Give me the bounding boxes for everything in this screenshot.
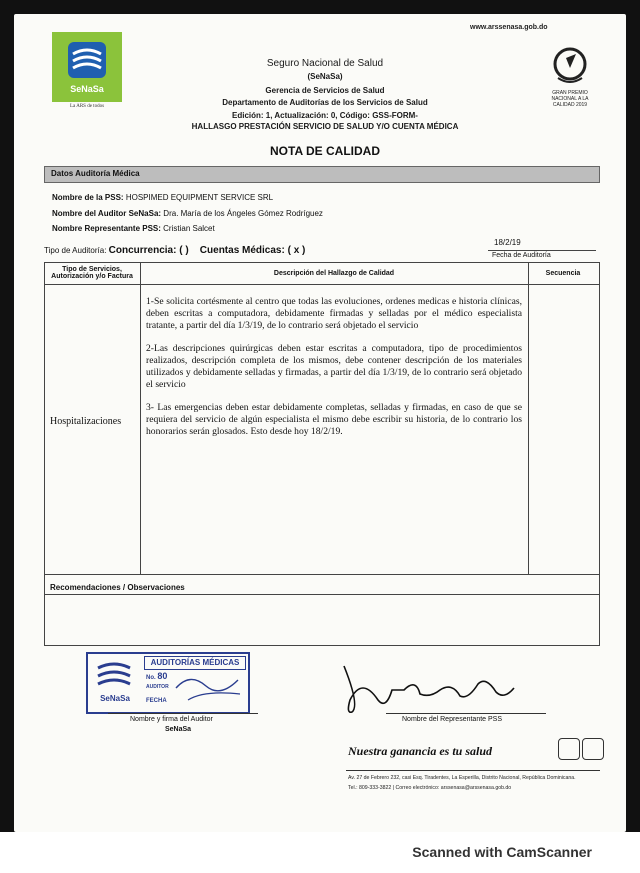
column-header-sequence: Secuencia [545,270,581,277]
wave-icon [68,42,106,78]
audit-date-label: Fecha de Auditoría [492,252,551,259]
pss-value: HOSPIMED EQUIPMENT SERVICE SRL [125,193,274,202]
footer-slogan: Nuestra ganancia es tu salud [348,744,493,758]
certification-seal-icon [582,738,604,760]
footer-divider [346,770,600,771]
finding-item: 3- Las emergencias deben estar debidamente completas, selladas y firmadas, en caso de que se requiera del servicio de algún especialista el mismo debe escribir su historia, de lo contrario los honorarios serán glosados. Esto desde hoy 18/2/19. [146,402,522,437]
audit-date-value: 18/2/19 [494,238,521,247]
stamp-number-label: No. [146,675,156,681]
form-name: HALLASGO PRESTACIÓN SERVICIO DE SALUD Y/O CUENTA MÉDICA [191,122,459,131]
section-title: Datos Auditoría Médica [51,169,140,178]
auditor-label: Nombre del Auditor SeNaSa: [52,209,162,218]
auditor-signature-label: Nombre y firma del Auditor [130,716,213,723]
column-divider [528,262,529,574]
award-line: CALIDAD 2019 [552,102,588,108]
cuentas-medicas-option: Cuentas Médicas: ( x ) [199,245,306,256]
auditor-signature-org: SeNaSa [165,726,192,733]
stamp-brand: SeNaSa [100,694,130,703]
award-seal-icon [540,42,600,88]
representative-signature-line [386,713,546,714]
auditor-signature-line [108,713,258,714]
column-header-description: Descripción del Hallazgo de Calidad [273,270,395,277]
recommendations-divider [44,574,600,575]
footer-address: Av. 27 de Febrero 232, casi Esq. Tiradentes, La Esperilla, Distrito Nacional, República Dominicana. [348,775,576,781]
stamp-auditor-label: AUDITOR [146,684,169,690]
department-name: Departamento de Auditorías de los Servicios de Salud [222,98,428,107]
auditor-value: Dra. María de los Ángeles Gómez Rodríguez [163,209,323,218]
logo-brand: SeNaSa [70,84,104,94]
concurrencia-option: Concurrencia: ( ) [108,245,189,256]
org-acronym: (SeNaSa) [307,72,343,81]
representative-row [52,224,215,233]
header-divider [44,284,600,285]
representative-label: Nombre Representante PSS: [52,224,161,233]
org-name: Seguro Nacional de Salud [266,58,384,69]
scanner-banner [0,832,640,873]
representative-value: Cristian Salcet [163,224,215,233]
audit-type-row [44,245,305,256]
pss-row [52,193,273,202]
auditor-row [52,209,323,218]
award-line: GRAN PREMIO [552,90,588,96]
edition-code: Edición: 1, Actualización: 0, Código: GSS-FORM- [232,111,418,120]
stamp-number-value: 80 [157,671,168,681]
audit-stamp [86,652,250,714]
website-url[interactable]: www.arssenasa.gob.do [470,24,548,31]
award-text [530,90,610,108]
finding-item: 2-Las descripciones quirúrgicas deben estar escritas a computadora, tipo de procedimientos realizados, descripción completa de los mismos, debe contener descripción de los materiales utilizados y debidamente selladas y firmadas, a partir del día 1/3/19, de lo contrario será objetado el servicio [146,343,522,390]
stamp-number [146,671,167,681]
column-divider [140,262,141,574]
management-name: Gerencia de Servicios de Salud [265,86,385,95]
document-title: NOTA DE CALIDAD [270,144,380,158]
column-header-service: Tipo de Servicios, Autorización y/o Factura [51,266,133,280]
senasa-logo [52,32,122,102]
audit-type-label: Tipo de Auditoría: [44,246,107,255]
findings-description [146,296,522,449]
award-line: NACIONAL A LA [551,96,589,102]
finding-item: 1-Se solicita cortésmente al centro que todas las evoluciones, ordenes medicas e historia clínicas, deben escritas a computadora, debidamente firmadas y selladas por el médico especialista tratante, a partir del día 1/3/19, de lo contrario será objetado el servicio [146,296,522,331]
date-underline [488,250,596,251]
logo-tagline: La ARS de todos [69,104,105,109]
service-type: Hospitalizaciones [50,416,122,427]
recommendations-header-divider [44,594,600,595]
stamp-title: AUDITORÍAS MÉDICAS [144,656,246,670]
pss-label: Nombre de la PSS: [52,193,124,202]
footer-contact: Tel.: 809-333-3822 | Correo electrónico: arssenasa@arssenasa.gob.do [348,785,512,791]
section-header [44,166,600,183]
recommendations-label: Recomendaciones / Observaciones [50,583,185,592]
representative-signature-label: Nombre del Representante PSS [402,716,502,723]
stamp-date-label: FECHA [146,698,167,704]
scanner-watermark: Scanned with CamScanner [412,844,592,860]
stamp-logo-icon [92,658,136,692]
certification-seal-icon [558,738,580,760]
